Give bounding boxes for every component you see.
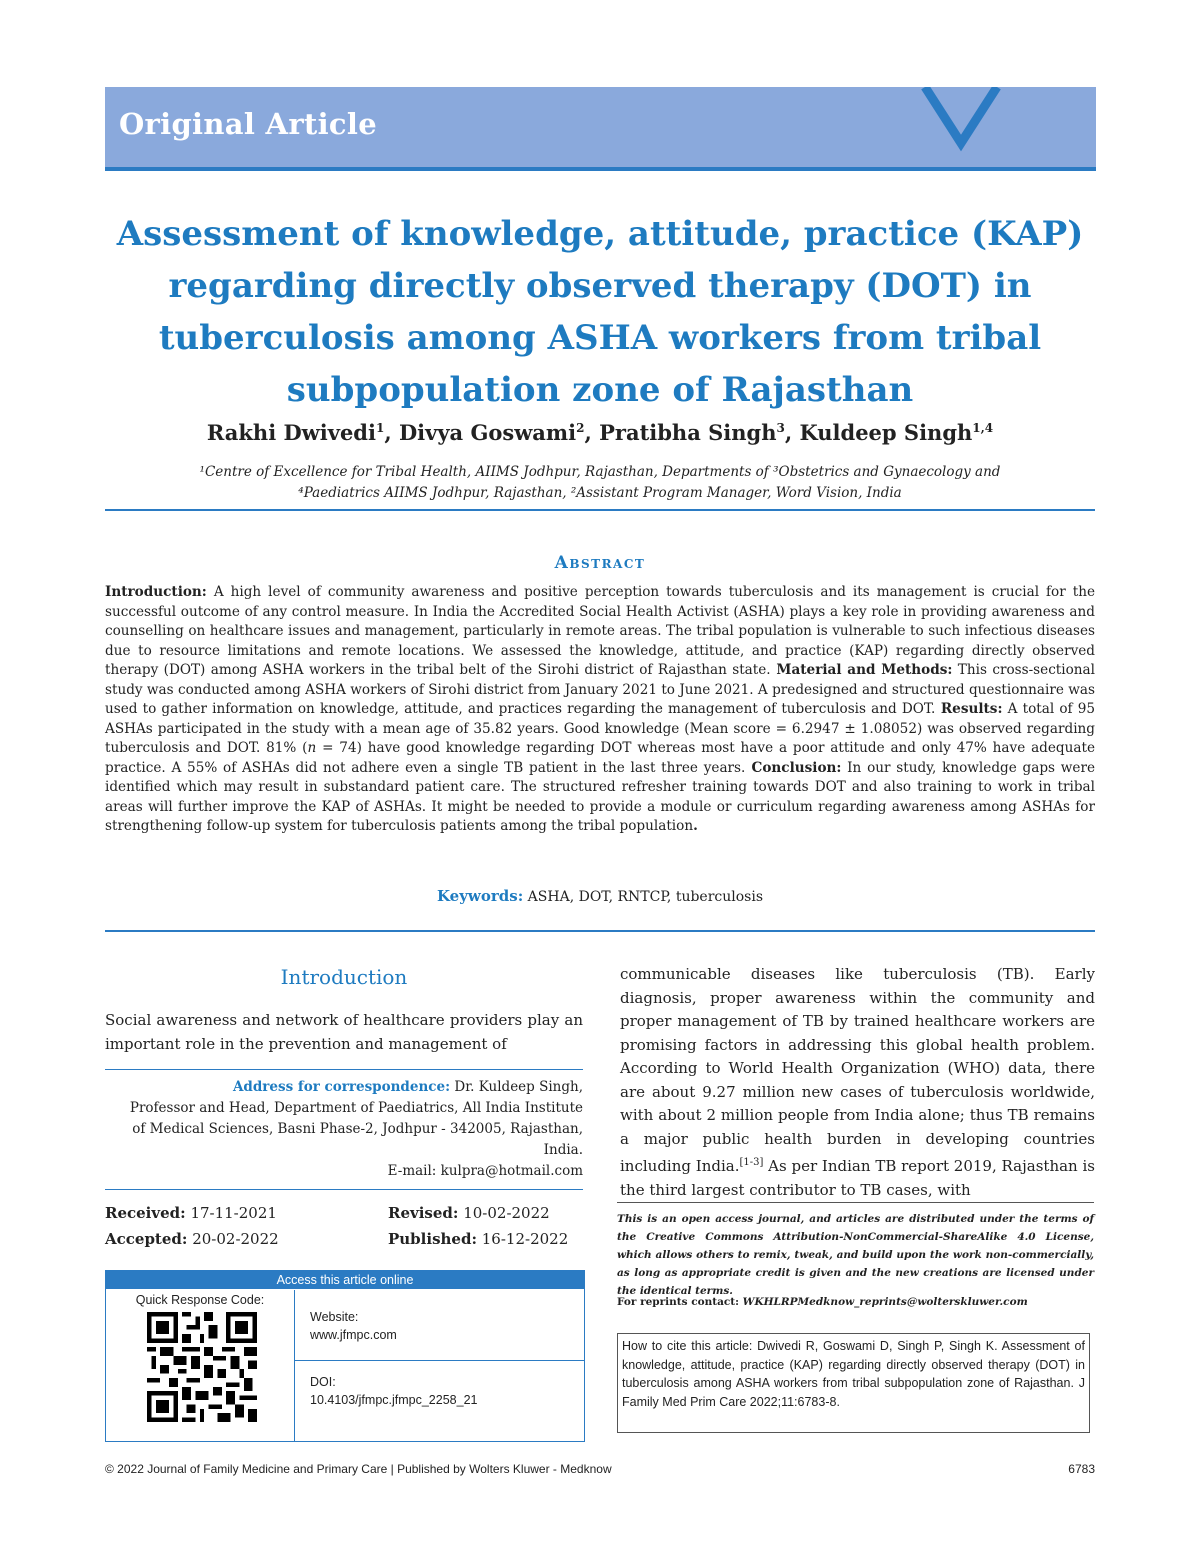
keywords-text: ASHA, DOT, RNTCP, tuberculosis (523, 889, 764, 905)
citation-ref: [1-3] (739, 1157, 764, 1168)
author-affil-mark: 2 (576, 421, 585, 435)
introduction-heading: Introduction (280, 965, 408, 989)
qr-label: Quick Response Code: (135, 1293, 265, 1307)
footer-text: © 2022 Journal of Family Medicine and Primary Care | Published by Wolters Kluwer - Medknow (105, 1462, 612, 1476)
reprints-contact (617, 1296, 1094, 1308)
abstract-end: . (693, 818, 698, 834)
license-text: This is an open access journal, and articles are distributed under the terms of the Creative Commons Attribution-NonCommercial-ShareAlike 4.0 License, which allows others to remix, tweak, and build upon the work non-commercially, as long as appropriate credit is given and the new creations are licensed under the identical terms. (617, 1213, 1094, 1297)
correspondence-label: Address for correspondence: (232, 1079, 451, 1095)
divider (105, 930, 1095, 932)
abstract-results-text-2: = 74) have good knowledge regarding DOT whereas most have a poor attitude and only 47% have adequate practice. A 55% of ASHAs did not adhere even a single TB patient in the last three years. (105, 740, 1095, 776)
body-text-right (620, 963, 1095, 1202)
abstract-intro-label: Introduction: (105, 584, 207, 600)
abstract-results-text: A total of 95 ASHAs participated in the study with a mean age of 35.82 years. Good knowledge (Mean score = 6.2947 ± 1.08052) was observed regarding tuberculosis and DOT. 81% ( (105, 701, 1095, 756)
doi-section (294, 1361, 584, 1441)
reprints-email[interactable]: WKHLRPMedknow_reprints@wolterskluwer.com (739, 1296, 1028, 1308)
divider (105, 1069, 583, 1070)
banner-label: Original Article (119, 107, 377, 141)
accepted-label: Accepted: (105, 1230, 188, 1248)
website-section (294, 1290, 584, 1361)
abstract-conclusion-label: Conclusion: (745, 759, 842, 776)
abstract-results-label: Results: (935, 701, 1003, 717)
received-date: 17-11-2021 (185, 1204, 277, 1222)
title-line: Assessment of knowledge, attitude, practice (KAP) (116, 214, 1084, 254)
affiliation-line: ⁴Paediatrics AIIMS Jodhpur, Rajasthan, ²Assistant Program Manager, Word Vision, India (298, 485, 902, 501)
title-line: tuberculosis among ASHA workers from tribal (158, 318, 1042, 358)
divider (105, 1189, 583, 1190)
page-number: 6783 (1068, 1462, 1095, 1476)
abstract-intro-text: A high level of community awareness and positive perception towards tuberculosis and its management is crucial for the successful outcome of any control measure. In India the Accredited Social Health Activist (ASHA) plays a key role in providing awareness and counselling on healthcare issues and management, particularly in remote areas. The tribal population is vulnerable to such infectious diseases due to resource limitations and remote locations. We assessed the knowledge, attitude, and practice (KAP) regarding directly observed therapy (DOT) among ASHA workers in the tribal belt of the Sirohi district of Rajasthan state. (105, 584, 1095, 678)
author-name: Divya Goswami (398, 420, 577, 445)
correspondence-name: Dr. Kuldeep Singh, (450, 1079, 583, 1095)
title-line: subpopulation zone of Rajasthan (286, 370, 914, 410)
doi-link[interactable]: 10.4103/jfmpc.jfmpc_2258_21 (310, 1393, 478, 1407)
correspondence-line: India. (543, 1142, 583, 1158)
received-label: Received: (105, 1204, 186, 1222)
abstract-heading: Abstract (554, 553, 646, 573)
affiliation-line: ¹Centre of Excellence for Tribal Health, AIIMS Jodhpur, Rajasthan, Departments of ³Obstetrics and Gynaecology and (199, 464, 1001, 480)
body-paragraph-cont: As per Indian TB report 2019, Rajasthan is the third largest contributor to TB cases, with (620, 1157, 1095, 1199)
divider (617, 1202, 1094, 1203)
how-to-cite-box: How to cite this article: Dwivedi R, Goswami D, Singh P, Singh K. Assessment of knowledge, attitude, practice (KAP) regarding directly observed therapy (DOT) in tuberculosis among ASHA workers from tribal subpopulation zone of Rajasthan. J Family Med Prim Care 2022;11:6783-8. (617, 1333, 1090, 1433)
author-affil-mark: 3 (776, 421, 785, 435)
article-title (100, 208, 1100, 416)
abstract-conclusion-text: In our study, knowledge gaps were identified which may result in substandard patient care. The structured refresher training towards DOT and also training to work in tribal areas will further improve the KAP of ASHAs. It might be needed to provide a module or curriculum regarding awareness among ASHAs for strengthening follow-up system for tuberculosis patients among the tribal population (105, 759, 1095, 834)
author-name: Rakhi Dwivedi (206, 420, 376, 445)
qr-code-icon[interactable] (147, 1312, 257, 1422)
abstract-methods-label: Material and Methods: (770, 662, 953, 678)
introduction-text: Social awareness and network of healthcare providers play an important role in the prevention and management of (105, 1011, 583, 1053)
access-header: Access this article online (106, 1271, 584, 1289)
abstract-body (105, 583, 1095, 837)
abstract-n-symbol: n (307, 740, 317, 756)
reprints-label: For reprints contact: (617, 1296, 740, 1308)
qr-section (106, 1290, 295, 1441)
author-list: Rakhi Dwivedi$^1$, Divya Goswami$^2$, Pratibha Singh$^3$, Kuldeep Singh$^{1,4}$ (206, 420, 994, 445)
doi-label: DOI: (310, 1375, 336, 1389)
keywords-label: Keywords: (436, 887, 524, 905)
abstract-methods-text: This cross-sectional study was conducted among ASHA workers of Sirohi district from January 2021 to June 2021. A predesigned and structured questionnaire was used to gather information on knowledge, attitude, and practices regarding the management of tuberculosis and DOT. (105, 662, 1096, 717)
accepted-date: 20-02-2022 (187, 1230, 279, 1248)
author-affil-mark: 1,4 (972, 421, 994, 435)
body-paragraph: communicable diseases like tuberculosis (TB). Early diagnosis, proper awareness within the community and proper management of TB by trained healthcare workers are promising factors in addressing this global health problem. According to World Health Organization (WHO) data, there are about 9.27 million new cases of tuberculosis worldwide, with about 2 million people from India alone; thus TB remains a major public health burden in developing countries including India. (620, 965, 1095, 1175)
website-link[interactable]: www.jfmpc.com (310, 1328, 397, 1342)
revised-date: 10-02-2022 (458, 1204, 550, 1222)
author-affil-mark: 1 (375, 421, 385, 435)
author-name: Pratibha Singh (599, 420, 777, 445)
affiliations (105, 462, 1095, 504)
published-date: 16-12-2022 (477, 1230, 569, 1248)
access-box (105, 1270, 585, 1442)
article-dates (105, 1200, 583, 1252)
correspondence-line: of Medical Sciences, Basni Phase-2, Jodhpur - 342005, Rajasthan, (132, 1121, 583, 1137)
title-line: regarding directly observed therapy (DOT) in (168, 266, 1032, 306)
website-label: Website: (310, 1310, 359, 1324)
author-name: Kuldeep Singh (799, 420, 973, 445)
page-footer (105, 1462, 1095, 1476)
correspondence-line: Professor and Head, Department of Paediatrics, All India Institute (129, 1100, 583, 1116)
published-label: Published: (388, 1230, 477, 1248)
correspondence-email: E-mail: kulpra@hotmail.com (387, 1163, 583, 1179)
section-banner (105, 87, 1096, 171)
correspondence (105, 1077, 583, 1182)
divider (105, 509, 1095, 511)
revised-label: Revised: (388, 1204, 459, 1222)
keywords (100, 887, 1100, 905)
